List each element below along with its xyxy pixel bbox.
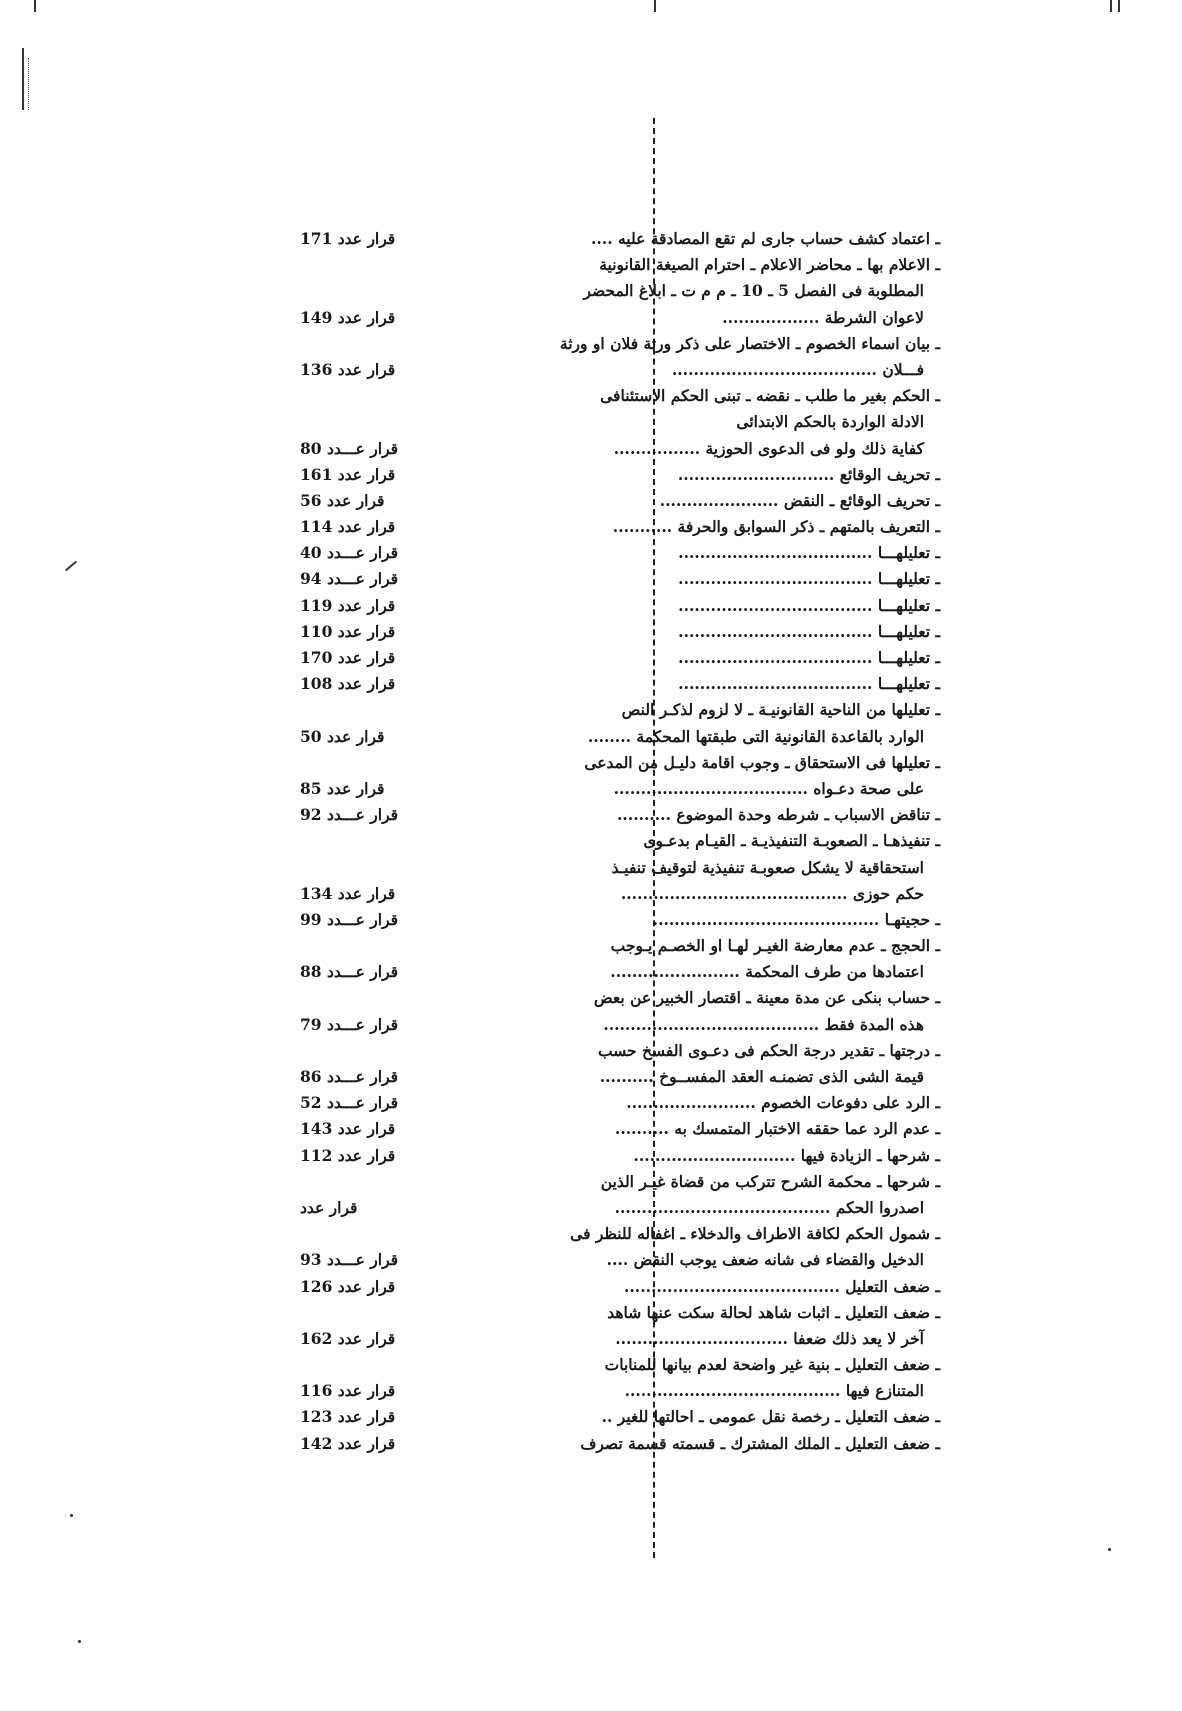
- entry-text: ـ تعليلها من الناحية القانونيـة ـ لا لزوم لذكـر النص: [621, 700, 940, 720]
- index-entry-line: [300, 985, 940, 1011]
- index-entry-line: [300, 1378, 940, 1404]
- decision-reference: [300, 697, 408, 723]
- index-entry-line: [300, 383, 940, 409]
- index-entry-line: [300, 1012, 940, 1038]
- index-entry-line: [300, 724, 940, 750]
- index-entry-line: [300, 1116, 940, 1142]
- decision-reference: قرار عدد 119: [300, 595, 396, 615]
- entry-text: ـ تعليلهـــا ....................................: [678, 569, 940, 589]
- entry-text: ـ شرحها ـ محكمة الشرح تتركب من قضاة غيـر الذين: [600, 1171, 940, 1191]
- index-entry-line: [300, 1274, 940, 1300]
- decision-reference: قرار عدد 162: [300, 1328, 396, 1348]
- index-entry-line: [300, 1195, 940, 1221]
- scan-artifact: [1108, 1548, 1111, 1551]
- scan-artifact: [78, 1640, 81, 1643]
- scan-mark: [1110, 0, 1112, 12]
- index-entry-line: [300, 933, 940, 959]
- decision-reference: قرار عـــدد 88: [300, 962, 399, 982]
- index-entry-line: [300, 855, 940, 881]
- entry-text: ـ حساب بنكى عن مدة معينة ـ اقتصار الخبير عن بعض: [593, 988, 940, 1008]
- decision-reference: [300, 985, 408, 1011]
- entry-text: ـ تحريف الوقائع ـ النقض ......................: [659, 490, 940, 510]
- entry-text: ـ تنفيذهـا ـ الصعوبـة التنفيذيـة ـ القيـام بدعـوى: [643, 831, 940, 851]
- index-entry-line: [300, 907, 940, 933]
- index-entry-line: [300, 252, 940, 278]
- index-entry-line: [300, 331, 940, 357]
- decision-reference: [300, 252, 408, 278]
- entry-text: ـ تحريف الوقائع .............................: [677, 464, 940, 484]
- decision-reference: قرار عدد 50: [300, 726, 385, 746]
- decision-reference: [300, 331, 408, 357]
- decision-reference: [300, 409, 408, 435]
- scan-mark: [1118, 0, 1120, 12]
- index-entry-line: [300, 514, 940, 540]
- entry-text: ـ تعليلهـــا ....................................: [678, 543, 940, 563]
- index-entry-line: [300, 1064, 940, 1090]
- entry-text: قيمة الشى الذى تضمنـه العقد المفســوخ ..........: [599, 1067, 924, 1086]
- decision-reference: [300, 1300, 408, 1326]
- entry-text: حكم حوزى ..........................................: [620, 883, 924, 903]
- entry-text: المتنازع فيها ........................................: [624, 1381, 924, 1401]
- decision-reference: قرار عـــدد 93: [300, 1250, 399, 1270]
- entry-text: ـ بيان اسماء الخصوم ـ الاختصار على ذكر ورثة فلان او ورثة: [559, 333, 940, 353]
- index-entry-line: [300, 593, 940, 619]
- decision-reference: قرار عدد 161: [300, 464, 396, 484]
- entry-text: ـ الاعلام بها ـ محاضر الاعلام ـ احترام الصيغة القانونية: [599, 255, 940, 275]
- entry-text: الوارد بالقاعدة القانونية التى طبقتها المحكمة ........: [587, 726, 924, 746]
- decision-reference: [300, 1221, 408, 1247]
- index-entry-line: [300, 750, 940, 776]
- decision-reference: [300, 1169, 408, 1195]
- index-entry-line: [300, 1300, 940, 1326]
- decision-reference: قرار عـــدد 99: [300, 909, 399, 929]
- index-entry-line: [300, 488, 940, 514]
- index-entry-line: [300, 462, 940, 488]
- decision-reference: قرار عدد 112: [300, 1145, 396, 1165]
- index-entry-line: [300, 1143, 940, 1169]
- decision-reference: قرار عدد 142: [300, 1433, 396, 1453]
- index-entry-line: [300, 697, 940, 723]
- decision-reference: [300, 855, 408, 881]
- index-entry-line: [300, 645, 940, 671]
- decision-reference: قرار عدد 56: [300, 490, 385, 510]
- decision-reference: قرار عـــدد 92: [300, 805, 399, 825]
- entry-text: كفاية ذلك ولو فى الدعوى الحوزية ................: [613, 438, 924, 458]
- index-entry-line: [300, 1326, 940, 1352]
- entry-text: ـ ضعف التعليل ـ رخصة نقل عمومى ـ احالتها للغير ..: [601, 1407, 940, 1427]
- index-entry-line: [300, 226, 940, 252]
- index-entry-line: [300, 305, 940, 331]
- decision-reference: قرار عـــدد 86: [300, 1067, 399, 1086]
- decision-reference: قرار عـــدد 52: [300, 1093, 399, 1113]
- entry-text: ـ تعليلهـــا ....................................: [678, 595, 940, 615]
- scan-artifact: [70, 1514, 73, 1517]
- decision-reference: [300, 750, 408, 776]
- index-entry-line: [300, 436, 940, 462]
- entry-text: هذه المدة فقط ........................................: [603, 1014, 924, 1034]
- decision-reference: [300, 1352, 408, 1378]
- entry-text: ـ ضعف التعليل ـ بنية غير واضحة لعدم بيانها للمنابات: [604, 1355, 940, 1375]
- index-entry-line: [300, 1431, 940, 1457]
- entry-text: ـ الحجج ـ عدم معارضة الغيـر لهـا او الخصـم يـوجب: [610, 936, 940, 956]
- scan-mark: [34, 0, 36, 12]
- entry-text: ـ ضعف التعليل ........................................: [624, 1276, 940, 1296]
- decision-reference: قرار عدد 136: [300, 359, 396, 379]
- decision-reference: قرار عـــدد 94: [300, 569, 399, 589]
- index-entry-line: [300, 566, 940, 592]
- decision-reference: قرار عدد 134: [300, 883, 396, 903]
- entry-text: استحقاقية لا يشكل صعوبـة تنفيذية لتوقيف تنفيـذ: [611, 857, 924, 877]
- entry-text: ـ عدم الرد عما حققه الاختبار المتمسك به ..........: [614, 1119, 940, 1139]
- decision-reference: قرار عدد 110: [300, 621, 396, 641]
- index-entry-line: [300, 619, 940, 645]
- decision-reference: قرار عدد 123: [300, 1407, 396, 1427]
- index-entry-line: [300, 1404, 940, 1430]
- entry-text: ـ تعليلهـــا ....................................: [678, 621, 940, 641]
- index-entry-line: [300, 409, 940, 435]
- decision-reference: [300, 1038, 408, 1064]
- index-entry-line: [300, 357, 940, 383]
- decision-reference: قرار عـــدد 80: [300, 438, 399, 458]
- index-entry-line: [300, 959, 940, 985]
- entry-text: ـ الرد على دفوعات الخصوم ........................: [626, 1093, 940, 1113]
- decision-reference: قرار عدد 116: [300, 1381, 396, 1401]
- decision-reference: قرار عـــدد 79: [300, 1014, 399, 1034]
- index-entry-line: [300, 828, 940, 854]
- entry-text: اعتمادها من طرف المحكمة ........................: [610, 962, 924, 982]
- decision-reference: قرار عـــدد 40: [300, 543, 399, 563]
- entry-text: ـ درجتها ـ تقدير درجة الحكم فى دعـوى الفسخ حسب: [598, 1040, 940, 1060]
- entry-text: المطلوبة فى الفصل 5 ـ 10 ـ م م ت ـ ابلاغ المحضر: [583, 281, 924, 301]
- entry-text: الادلة الواردة بالحكم الابتدائى: [736, 412, 924, 432]
- entry-text: الدخيل والقضاء فى شانه ضعف يوجب النقض ....: [606, 1250, 924, 1270]
- index-entry-line: [300, 1352, 940, 1378]
- decision-reference: [300, 278, 408, 304]
- index-entry-line: [300, 278, 940, 304]
- entry-text: ـ شرحها ـ الزيادة فيها ..............................: [633, 1145, 940, 1165]
- decision-reference: قرار عدد 108: [300, 674, 396, 694]
- entry-text: ـ ضعف التعليل ـ الملك المشترك ـ قسمته قسمة تصرف: [580, 1433, 940, 1453]
- decision-reference: [300, 828, 408, 854]
- entry-text: لاعوان الشرطة ..................: [722, 307, 924, 327]
- scan-mark: [654, 0, 656, 12]
- entry-text: ـ ضعف التعليل ـ اثبات شاهد لحالة سكت عنها شاهد: [607, 1302, 940, 1322]
- index-entry-line: [300, 1221, 940, 1247]
- entry-text: ـ حجيتهـا ..........................................: [652, 909, 940, 929]
- decision-reference: [300, 933, 408, 959]
- entry-text: ـ تعليلها فى الاستحقاق ـ وجوب اقامة دليـل من المدعى: [584, 752, 940, 772]
- index-entry-line: [300, 540, 940, 566]
- decision-reference: قرار عدد 114: [300, 517, 396, 537]
- entry-text: ـ التعريف بالمتهم ـ ذكر السوابق والحرفة ...........: [612, 517, 940, 537]
- index-list: [300, 226, 940, 1457]
- index-entry-line: [300, 1169, 940, 1195]
- entry-text: ـ تناقض الاسباب ـ شرطه وحدة الموضوع ..........: [617, 805, 940, 825]
- entry-text: ـ اعتماد كشف حساب جارى لم تقع المصادقة عليه ....: [591, 229, 940, 248]
- entry-text: ـ شمول الحكم لكافة الاطراف والدخلاء ـ اغفاله للنظر فى: [570, 1224, 940, 1244]
- scan-artifact: [65, 561, 77, 572]
- index-entry-line: [300, 671, 940, 697]
- decision-reference: قرار عدد: [300, 1197, 358, 1217]
- margin-mark: [28, 58, 31, 110]
- index-entry-line: [300, 1038, 940, 1064]
- index-entry-line: [300, 776, 940, 802]
- entry-text: ـ تعليلهـــا ....................................: [678, 648, 940, 667]
- entry-text: على صحة دعـواه ....................................: [613, 778, 924, 798]
- decision-reference: قرار عدد 171: [300, 229, 396, 248]
- index-entry-line: [300, 881, 940, 907]
- decision-reference: قرار عدد 126: [300, 1276, 396, 1296]
- margin-mark: [22, 48, 27, 110]
- decision-reference: قرار عدد 143: [300, 1119, 396, 1139]
- decision-reference: [300, 383, 408, 409]
- entry-text: اصدروا الحكم ........................................: [614, 1197, 924, 1217]
- index-entry-line: [300, 1090, 940, 1116]
- index-entry-line: [300, 1247, 940, 1273]
- entry-text: ـ تعليلهـــا ....................................: [678, 674, 940, 694]
- entry-text: فـــلان ......................................: [671, 359, 924, 379]
- entry-text: آخر لا يعد ذلك ضعفا ................................: [615, 1328, 924, 1348]
- decision-reference: قرار عدد 170: [300, 648, 396, 667]
- decision-reference: قرار عدد 149: [300, 307, 396, 327]
- index-entry-line: [300, 802, 940, 828]
- entry-text: ـ الحكم بغير ما طلب ـ نقضه ـ تبنى الحكم الاستئنافى: [600, 386, 940, 406]
- decision-reference: قرار عدد 85: [300, 778, 385, 798]
